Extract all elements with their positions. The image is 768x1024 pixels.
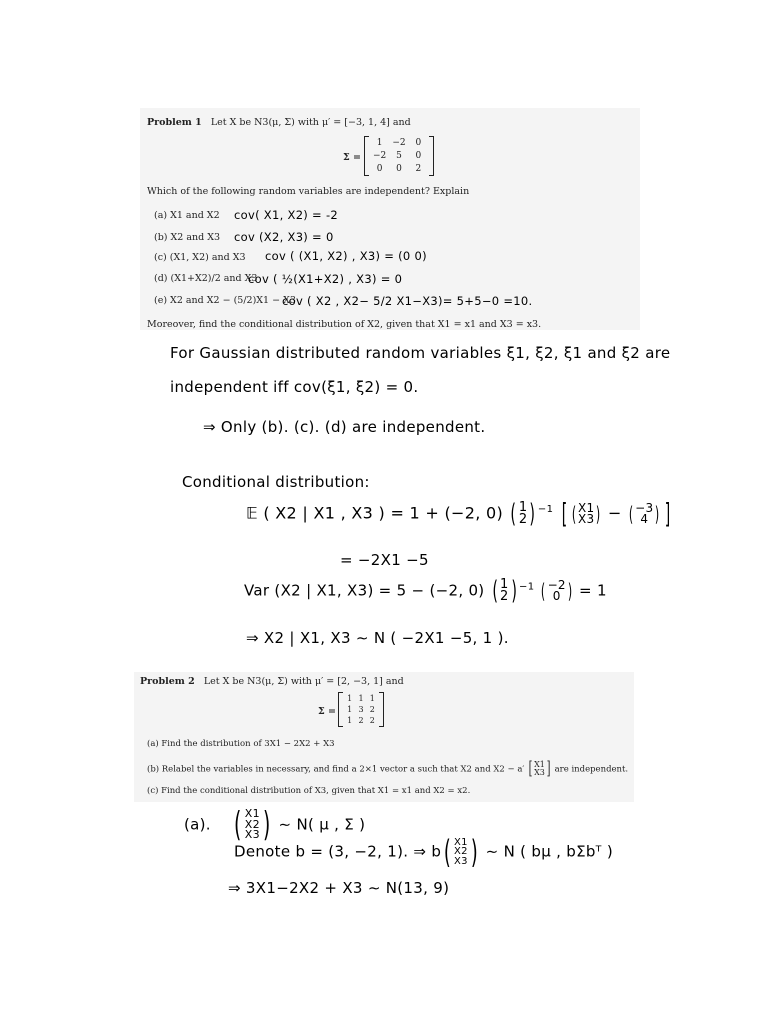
right-paren: ) (529, 499, 536, 529)
sigma1-cell: −2 (392, 138, 406, 148)
sigma2-cell: 1 (358, 694, 364, 703)
variance-vector: −2 0 (547, 577, 566, 603)
sigma1-cell: −2 (373, 151, 387, 161)
problem2-sigma-matrix (344, 694, 378, 725)
part-b-vector: X1 X3 (534, 760, 545, 777)
left-bracket: [ (561, 497, 568, 530)
solution-line-independent-iff: independent iff cov(ξ1, ξ2) = 0. (170, 378, 419, 396)
sigma2-cell: 1 (347, 705, 353, 714)
sigma2-cell: 1 (347, 694, 353, 703)
problem2-heading: Problem 2 (140, 676, 195, 687)
part-b-answer: cov (X2, X3) = 0 (234, 230, 334, 244)
right-bracket: ] (664, 497, 671, 530)
sigma1-cell: 0 (376, 164, 383, 174)
variance-lhs: Var (X2 | X1, X3) = 5 − (−2, 0) (244, 581, 485, 600)
problem2-solution-line1: (a). ( X1 X2 X3) ∼ N( μ , Σ ) (184, 805, 366, 845)
part-d-label: (d) (X1+X2)/2 and X3 (154, 273, 258, 284)
conditional-expectation: 𝔼 ( X2 | X1 , X3 ) = 1 + (−2, 0) ( 1 2) $^{-1}$ [ ( X1 X3) − ( −3 4 ) ] (246, 497, 671, 530)
sigma1-cell: 1 (376, 138, 383, 148)
expectation-result: = −2X1 −5 (340, 551, 429, 569)
solution-x-vector-2: X1 X2 X3 (453, 836, 468, 867)
problem1-sigma-label: Σ = (343, 152, 361, 163)
part-e-answer: cov ( X2 , X2− 5/2 X1−X3)= 5+5−0 =10. (282, 294, 533, 308)
expectation-minus: − (607, 503, 622, 523)
part-c-label: (c) (X1, X2) and X3 (154, 252, 246, 263)
problem2-final: ⇒ 3X1−2X2 + X3 ∼ N(13, 9) (228, 879, 450, 897)
sigma2-cell: 2 (369, 716, 375, 725)
part-d-answer: cov ( ½(X1+X2) , X3) = 0 (248, 272, 403, 286)
problem2-part-a: (a) Find the distribution of 3X1 − 2X2 + X3 (147, 739, 335, 749)
part-b-tail: are independent. (554, 764, 629, 775)
left-paren: ( (510, 499, 517, 529)
part-c-answer: cov ( (X1, X2) , X3) = (0 0) (265, 249, 427, 263)
problem1-question: Which of the following random variables are independent? Explain (147, 186, 470, 197)
solution-line-gaussian: For Gaussian distributed random variables ξ1, ξ2, ξ1 and ξ2 are (170, 344, 671, 362)
sigma1-cell: 2 (415, 164, 422, 174)
problem2-part-c: (c) Find the conditional distribution of X3, given that X1 = x1 and X2 = x2. (147, 786, 471, 796)
problem1-intro: Let X be N3(μ, Σ) with μ′ = [−3, 1, 4] and (210, 117, 411, 128)
problem1-intro-line (147, 117, 411, 128)
solution-denote: Denote b = (3, −2, 1). ⇒ b (234, 842, 442, 861)
part-a-label: (a) X1 and X2 (154, 210, 220, 221)
problem2-part-b: (b) Relabel the variables in necessary, and find a 2×1 vector a such that X2 and X2 − a′ [ X1 X3] are independent. (147, 758, 629, 779)
problem1-sigma-matrix (370, 138, 428, 174)
part-e-label: (e) X2 and X2 − (5/2)X1 − X3 (154, 295, 296, 306)
sigma1-cell: 0 (415, 151, 422, 161)
solution-line-only: ⇒ Only (b). (c). (d) are independent. (203, 418, 486, 436)
expectation-matrix: 1 2 (518, 499, 528, 527)
problem2-intro: Let X be N3(μ, Σ) with μ′ = [2, −3, 1] and (203, 676, 404, 687)
solution-dist1: ∼ N( μ , Σ ) (278, 815, 366, 834)
expectation-inverse: −1 (537, 504, 554, 516)
problem1-heading: Problem 1 (147, 117, 202, 128)
expectation-lhs: 𝔼 ( X2 | X1 , X3 ) = (246, 503, 405, 523)
sigma2-cell: 1 (369, 694, 375, 703)
problem2-sigma-label: Σ = (318, 706, 336, 717)
variance-result: = 1 (579, 581, 607, 600)
solution-a-label: (a). (184, 815, 211, 834)
sigma2-cell: 2 (369, 705, 375, 714)
sigma1-cell: 0 (415, 138, 422, 148)
problem1-moreover: Moreover, find the conditional distribution of X2, given that X1 = x1 and X3 = x3. (147, 319, 542, 330)
sigma2-cell: 2 (358, 716, 364, 725)
solution-x-vector: X1 X2 X3 (244, 807, 260, 842)
conditional-heading: Conditional distribution: (182, 473, 370, 491)
expectation-vector-x: X1 X3 (577, 500, 595, 526)
sigma1-cell: 0 (396, 164, 402, 174)
part-a-answer: cov( X1, X2) = -2 (234, 208, 339, 222)
problem2-solution-line2: Denote b = (3, −2, 1). ⇒ b( X1 X2 X3) ∼ N ( bμ , bΣbᵀ ) (234, 833, 613, 871)
variance-matrix: 1 2 (500, 576, 509, 604)
problem2-shade (134, 672, 634, 802)
solution-dist2: ∼ N ( bμ , bΣbᵀ ) (485, 842, 613, 861)
conditional-variance: Var (X2 | X1, X3) = 5 − (−2, 0) ( 1 2) $^{-1}$ ( −2 0 ) = 1 (244, 576, 607, 606)
part-b-label: (b) X2 and X3 (154, 232, 221, 243)
problem2-intro-line (140, 676, 404, 687)
conditional-final: ⇒ X2 | X1, X3 ∼ N ( −2X1 −5, 1 ). (246, 629, 509, 647)
part-b-text: (b) Relabel the variables in necessary, and find a 2×1 vector a such that X2 and X2 − a′ (147, 764, 525, 775)
sigma1-cell: 5 (396, 151, 402, 161)
variance-inverse: −1 (519, 581, 535, 593)
sigma2-cell: 1 (347, 716, 353, 725)
sigma2-cell: 3 (358, 705, 364, 714)
expectation-rhs: 1 + (−2, 0) (409, 503, 504, 523)
expectation-vector-mu: −3 4 (635, 500, 654, 526)
